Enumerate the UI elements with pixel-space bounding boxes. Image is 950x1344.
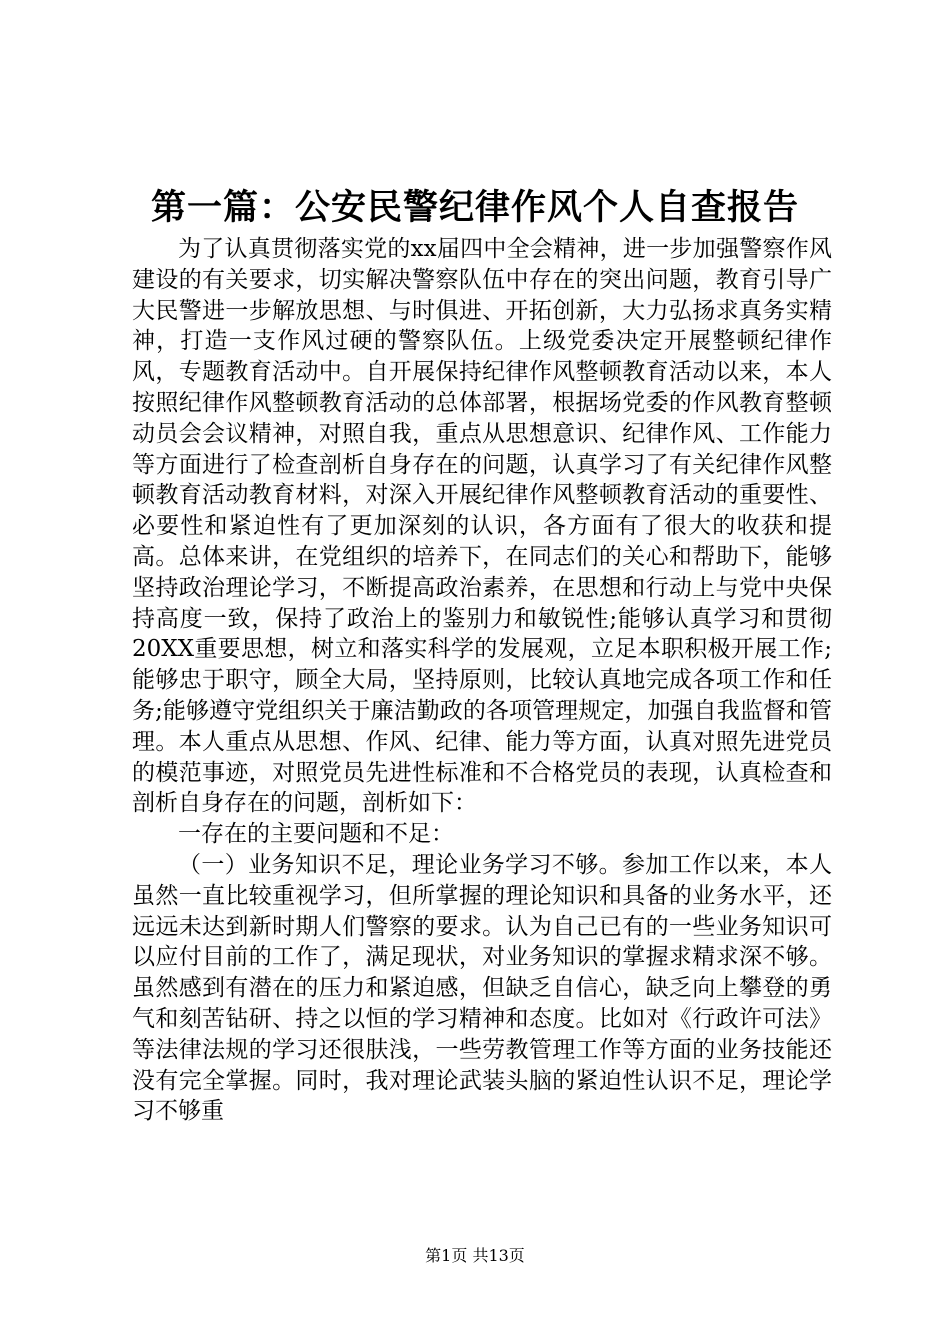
page-number-footer: 第1页 共13页 bbox=[425, 1246, 525, 1265]
body-paragraph: 为了认真贯彻落实党的xx届四中全会精神，进一步加强警察作风建设的有关要求，切实解决警察队伍中存在的突出问题，教育引导广大民警进一步解放思想、与时俱进、开拓创新，大力弘扬求真务实精神，打造一支作风过硬的警察队伍。上级党委决定开展整顿纪律作风，专题教育活动中。自开展保持纪律作风整顿教育活动以来，本人按照纪律作风整顿教育活动的总体部署，根据场党委的作风教育整顿动员会会议精神，对照自我，重点从思想意识、纪律作风、工作能力等方面进行了检查剖析自身存在的问题，认真学习了有关纪律作风整顿教育活动教育材料，对深入开展纪律作风整顿教育活动的重要性、必要性和紧迫性有了更加深刻的认识，各方面有了很大的收获和提高。总体来讲，在党组织的培养下，在同志们的关心和帮助下，能够坚持政治理论学习，不断提高政治素养，在思想和行动上与党中央保持高度一致，保持了政治上的鉴别力和敏锐性;能够认真学习和贯彻20XX重要思想，树立和落实科学的发展观，立足本职积极开展工作;能够忠于职守，顾全大局，坚持原则，比较认真地完成各项工作和任务;能够遵守党组织关于廉洁勤政的各项管理规定，加强自我监督和管理。本人重点从思想、作风、纪律、能力等方面，认真对照先进党员的模范事迹，对照党员先进性标准和不合格党员的表现，认真检查和剖析自身存在的问题，剖析如下： bbox=[132, 236, 832, 817]
section-heading: 一存在的主要问题和不足： bbox=[178, 821, 454, 848]
document-title: 第一篇：公安民警纪律作风个人自查报告 bbox=[150, 187, 799, 228]
document-body bbox=[132, 234, 832, 1127]
body-paragraph: （一）业务知识不足，理论业务学习不够。参加工作以来，本人虽然一直比较重视学习，但所掌握的理论知识和具备的业务水平，还远远未达到新时期人们警察的要求。认为自己已有的一些业务知识可以应付目前的工作了，满足现状，对业务知识的掌握求精求深不够。虽然感到有潜在的压力和紧迫感，但缺乏自信心，缺乏向上攀登的勇气和刻苦钻研、持之以恒的学习精神和态度。比如对《行政许可法》等法律法规的学习还很肤浅，一些劳教管理工作等方面的业务技能还没有完全掌握。同时，我对理论武装头脑的紧迫性认识不足，理论学习不够重 bbox=[132, 851, 832, 1125]
